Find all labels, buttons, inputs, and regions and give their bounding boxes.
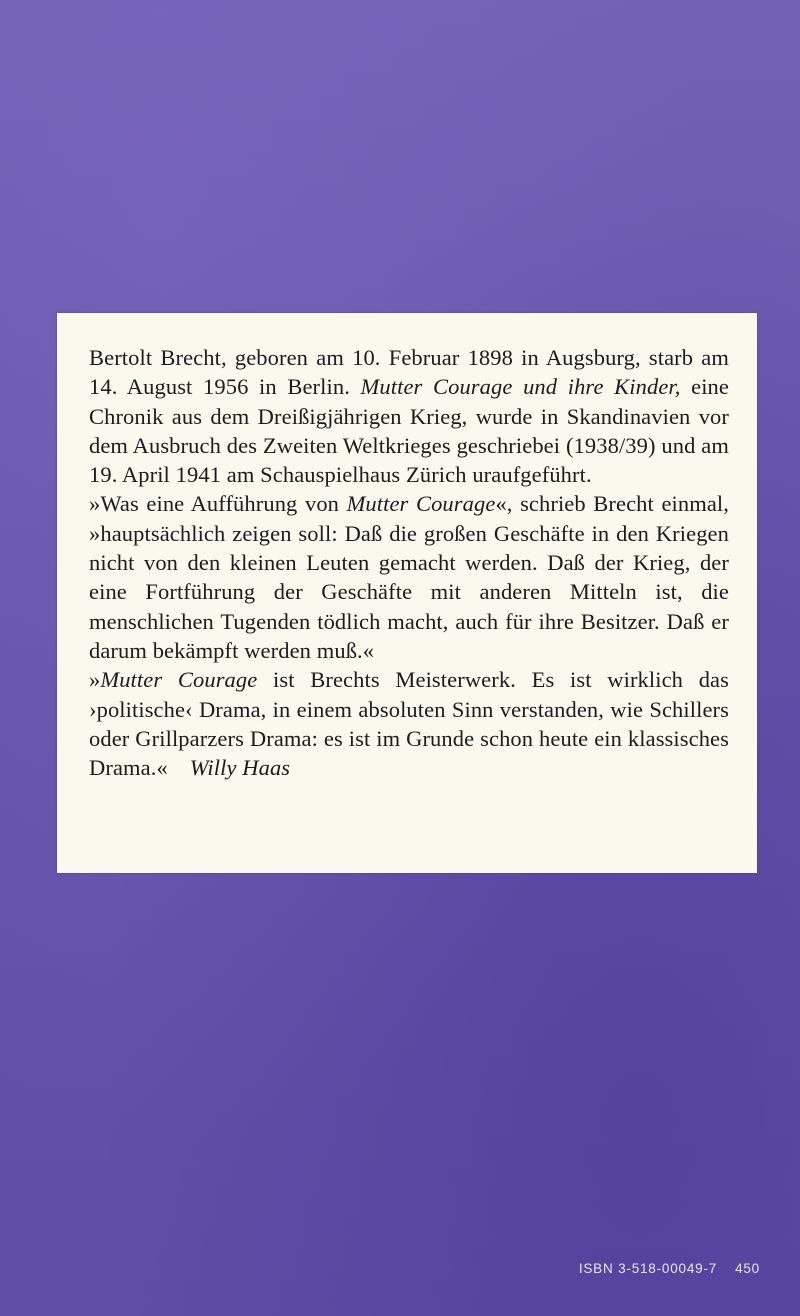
quote-text: «, schrieb Brecht einmal, »hauptsächlich zeigen soll: Daß die großen Geschäfte in den Kriegen nicht von den kleinen Leuten gemacht werden. Daß der Krieg, der eine Fortführung der Geschäfte mit anderen Mitteln ist, die menschlichen Tugenden tödlich macht, auch für ihre Besitzer. Daß er darum bekämpft werden muß.«: [89, 491, 729, 663]
biography-text-continued: eine Chronik aus dem Dreißigjährigen Krieg, wurde in Skandinavien vor dem Ausbruch des Zweiten Weltkrieges geschriebei (1938/39) und am 19. April 1941 am Schauspielhaus Zürich uraufgeführt.: [89, 374, 729, 488]
blurb-paragraph-review-quote: [89, 665, 729, 782]
blurb-panel: [57, 313, 757, 873]
isbn-number: ISBN 3-518-00049-7: [578, 1261, 718, 1276]
quote-text-start: »Was eine Aufführung von: [89, 491, 347, 517]
series-number: 450: [735, 1261, 760, 1276]
work-title: Mutter Courage: [100, 667, 258, 693]
blurb-paragraph-biography: [89, 343, 729, 489]
work-title: Mutter Courage: [346, 491, 496, 517]
biography-text: Bertolt Brecht, geboren am 10. Februar 1898 in Augsburg, starb am 14. August 1956 in Berlin.: [89, 345, 729, 400]
quote-author: Willy Haas: [189, 755, 291, 781]
work-title: Mutter Courage und ihre Kinder,: [360, 374, 681, 400]
isbn-line: [579, 1261, 760, 1276]
review-text: ist Brechts Meisterwerk. Es ist wirklich das ›politische‹ Drama, in einem absoluten Sinn verstanden, wie Schillers oder Grillparzers Drama: es ist im Grunde schon heute ein klassisches Drama.«: [89, 667, 730, 781]
blurb-paragraph-brecht-quote: [89, 489, 729, 665]
quote-open-mark: »: [89, 667, 101, 693]
